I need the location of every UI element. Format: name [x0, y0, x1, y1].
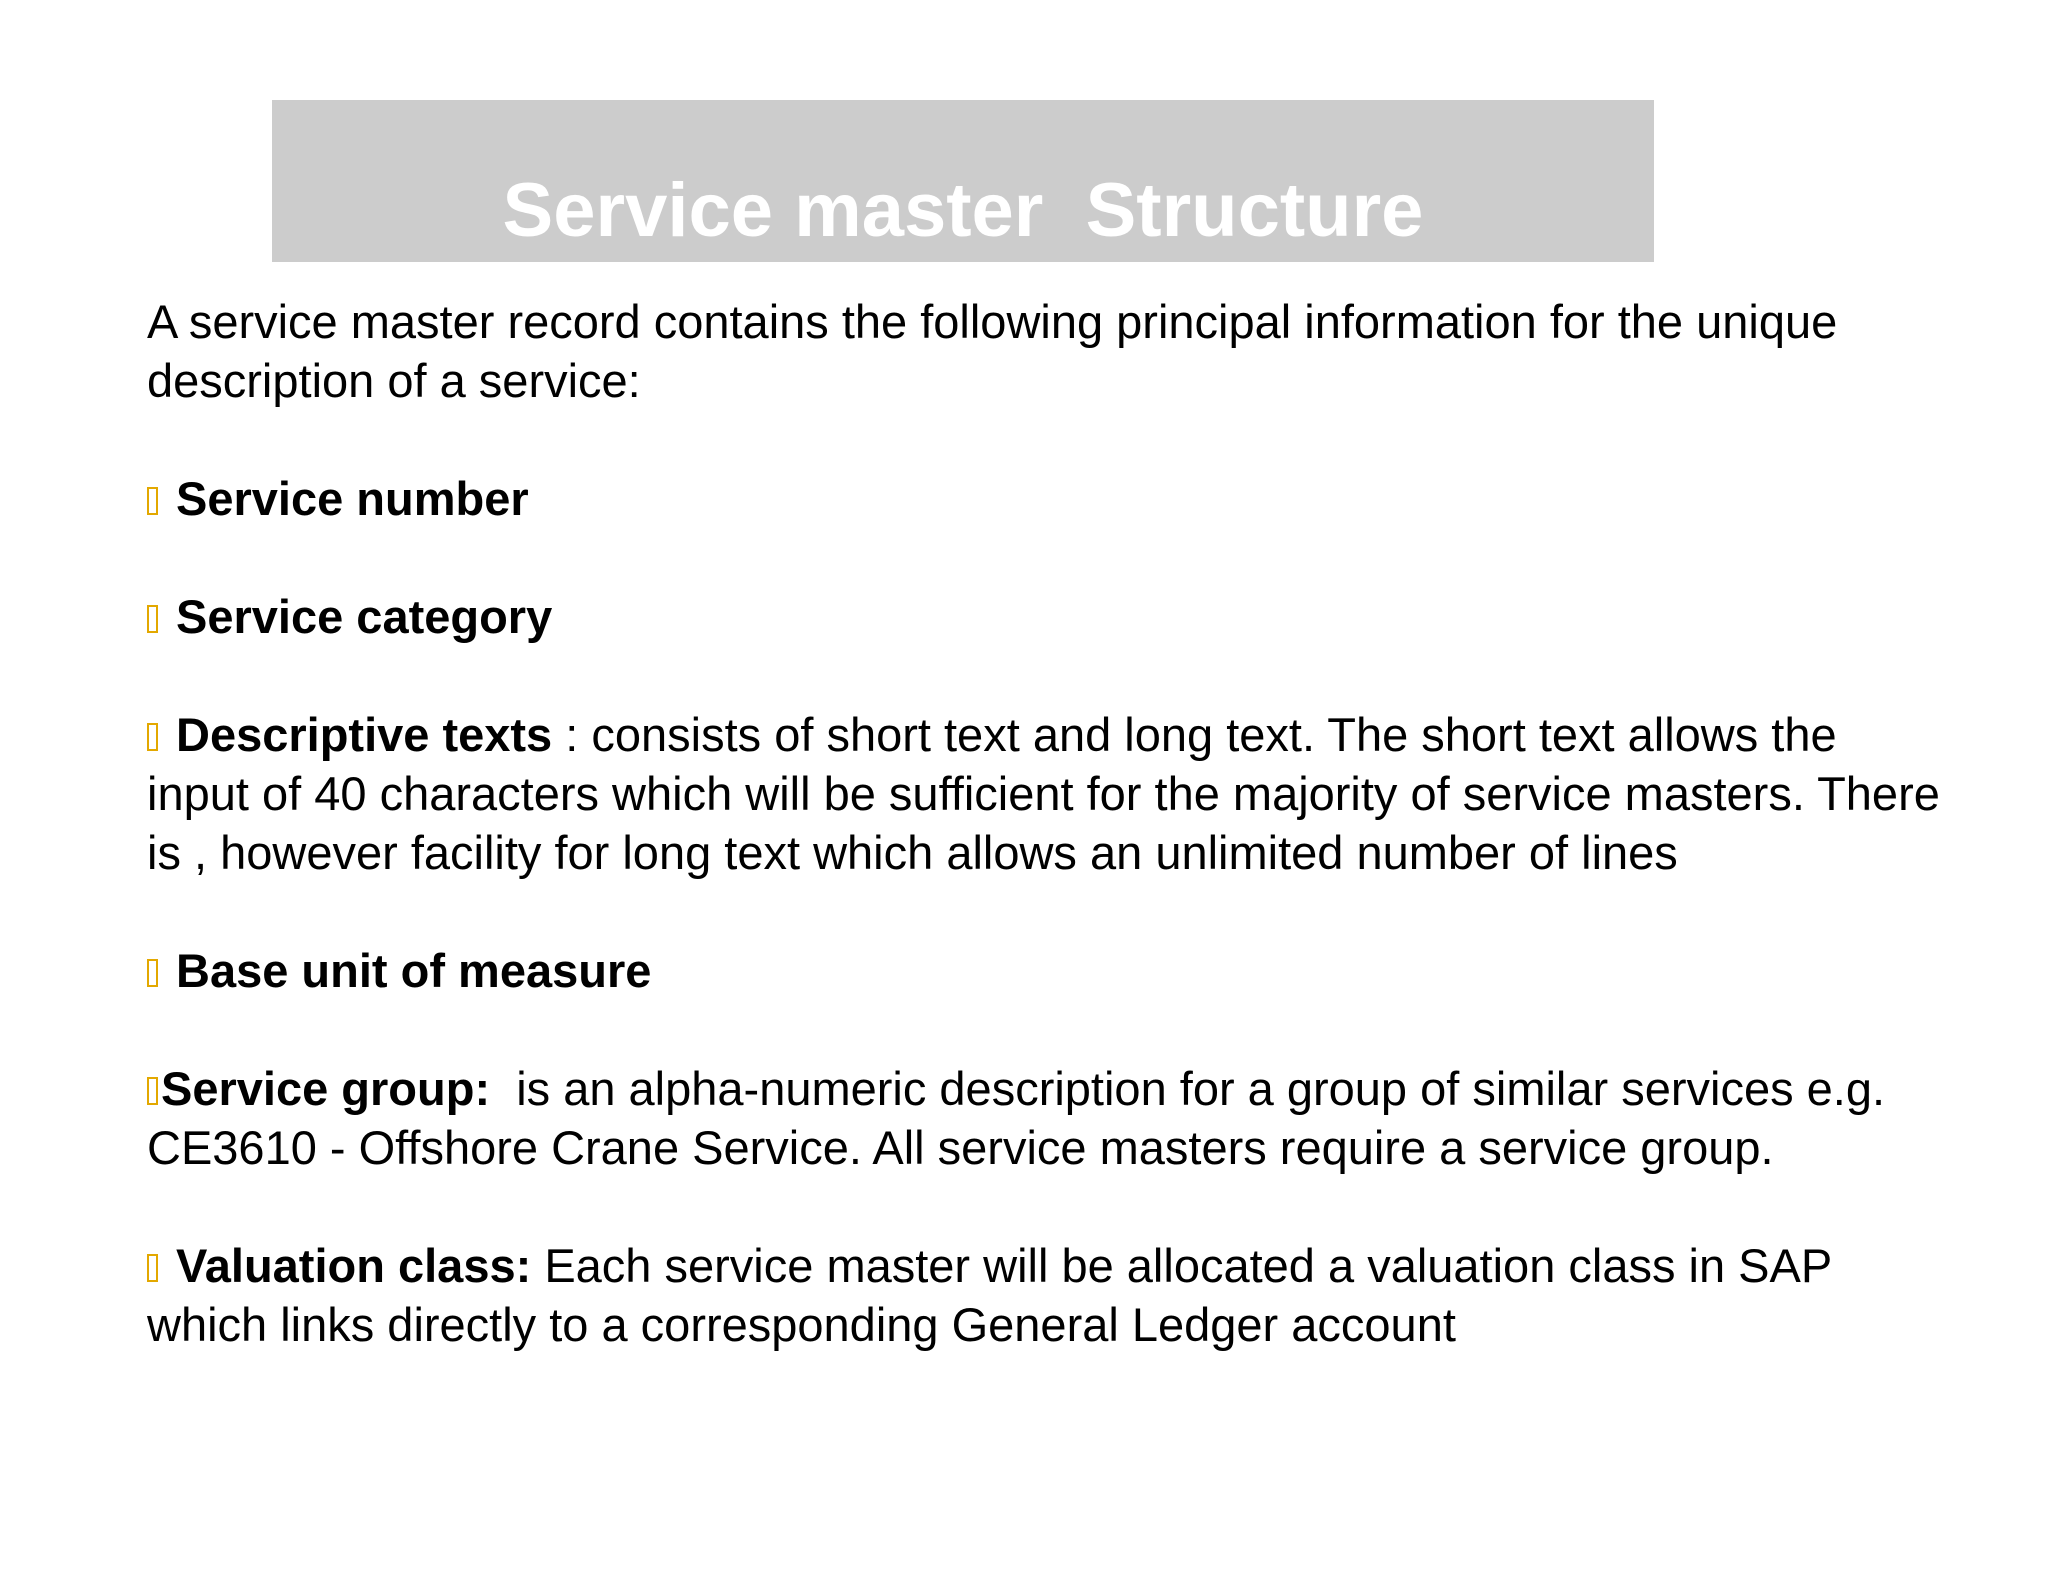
- item-label: Base unit of measure: [176, 944, 652, 997]
- slide-body: [147, 292, 1947, 1413]
- list-item-base-unit-of-measure: [147, 941, 1947, 1000]
- item-label: Descriptive texts: [176, 708, 553, 761]
- item-label: Service number: [176, 472, 529, 525]
- page-title: Service master Structure: [502, 168, 1424, 253]
- list-item-service-group: [147, 1059, 1947, 1177]
- item-label: Valuation class:: [176, 1239, 532, 1292]
- item-description: Each service master will be allocated a valuation class in SAP which links directly to a corresponding General Ledger account: [147, 1239, 1832, 1351]
- square-bullet-icon: [147, 723, 158, 751]
- list-item-valuation-class: [147, 1236, 1947, 1354]
- title-banner: [272, 100, 1654, 262]
- square-bullet-icon: [147, 605, 158, 633]
- list-item-service-number: [147, 469, 1947, 528]
- square-bullet-icon: [147, 1254, 158, 1282]
- square-bullet-icon: [147, 487, 158, 515]
- square-bullet-icon: [147, 959, 158, 987]
- item-description: is an alpha-numeric description for a group of similar services e.g. CE3610 - Offshore Crane Service. All service masters require a service group.: [147, 1062, 1899, 1174]
- item-description: : consists of short text and long text. The short text allows the input of 40 characters which will be sufficient for the majority of service masters. There is , however facility for long text which allows an unlimited number of lines: [147, 708, 1940, 879]
- square-bullet-icon: [147, 1077, 158, 1105]
- item-label: Service category: [176, 590, 553, 643]
- item-label: Service group:: [161, 1062, 491, 1115]
- list-item-service-category: [147, 587, 1947, 646]
- intro-paragraph: A service master record contains the following principal information for the unique description of a service:: [147, 295, 1838, 407]
- list-item-descriptive-texts: [147, 705, 1947, 882]
